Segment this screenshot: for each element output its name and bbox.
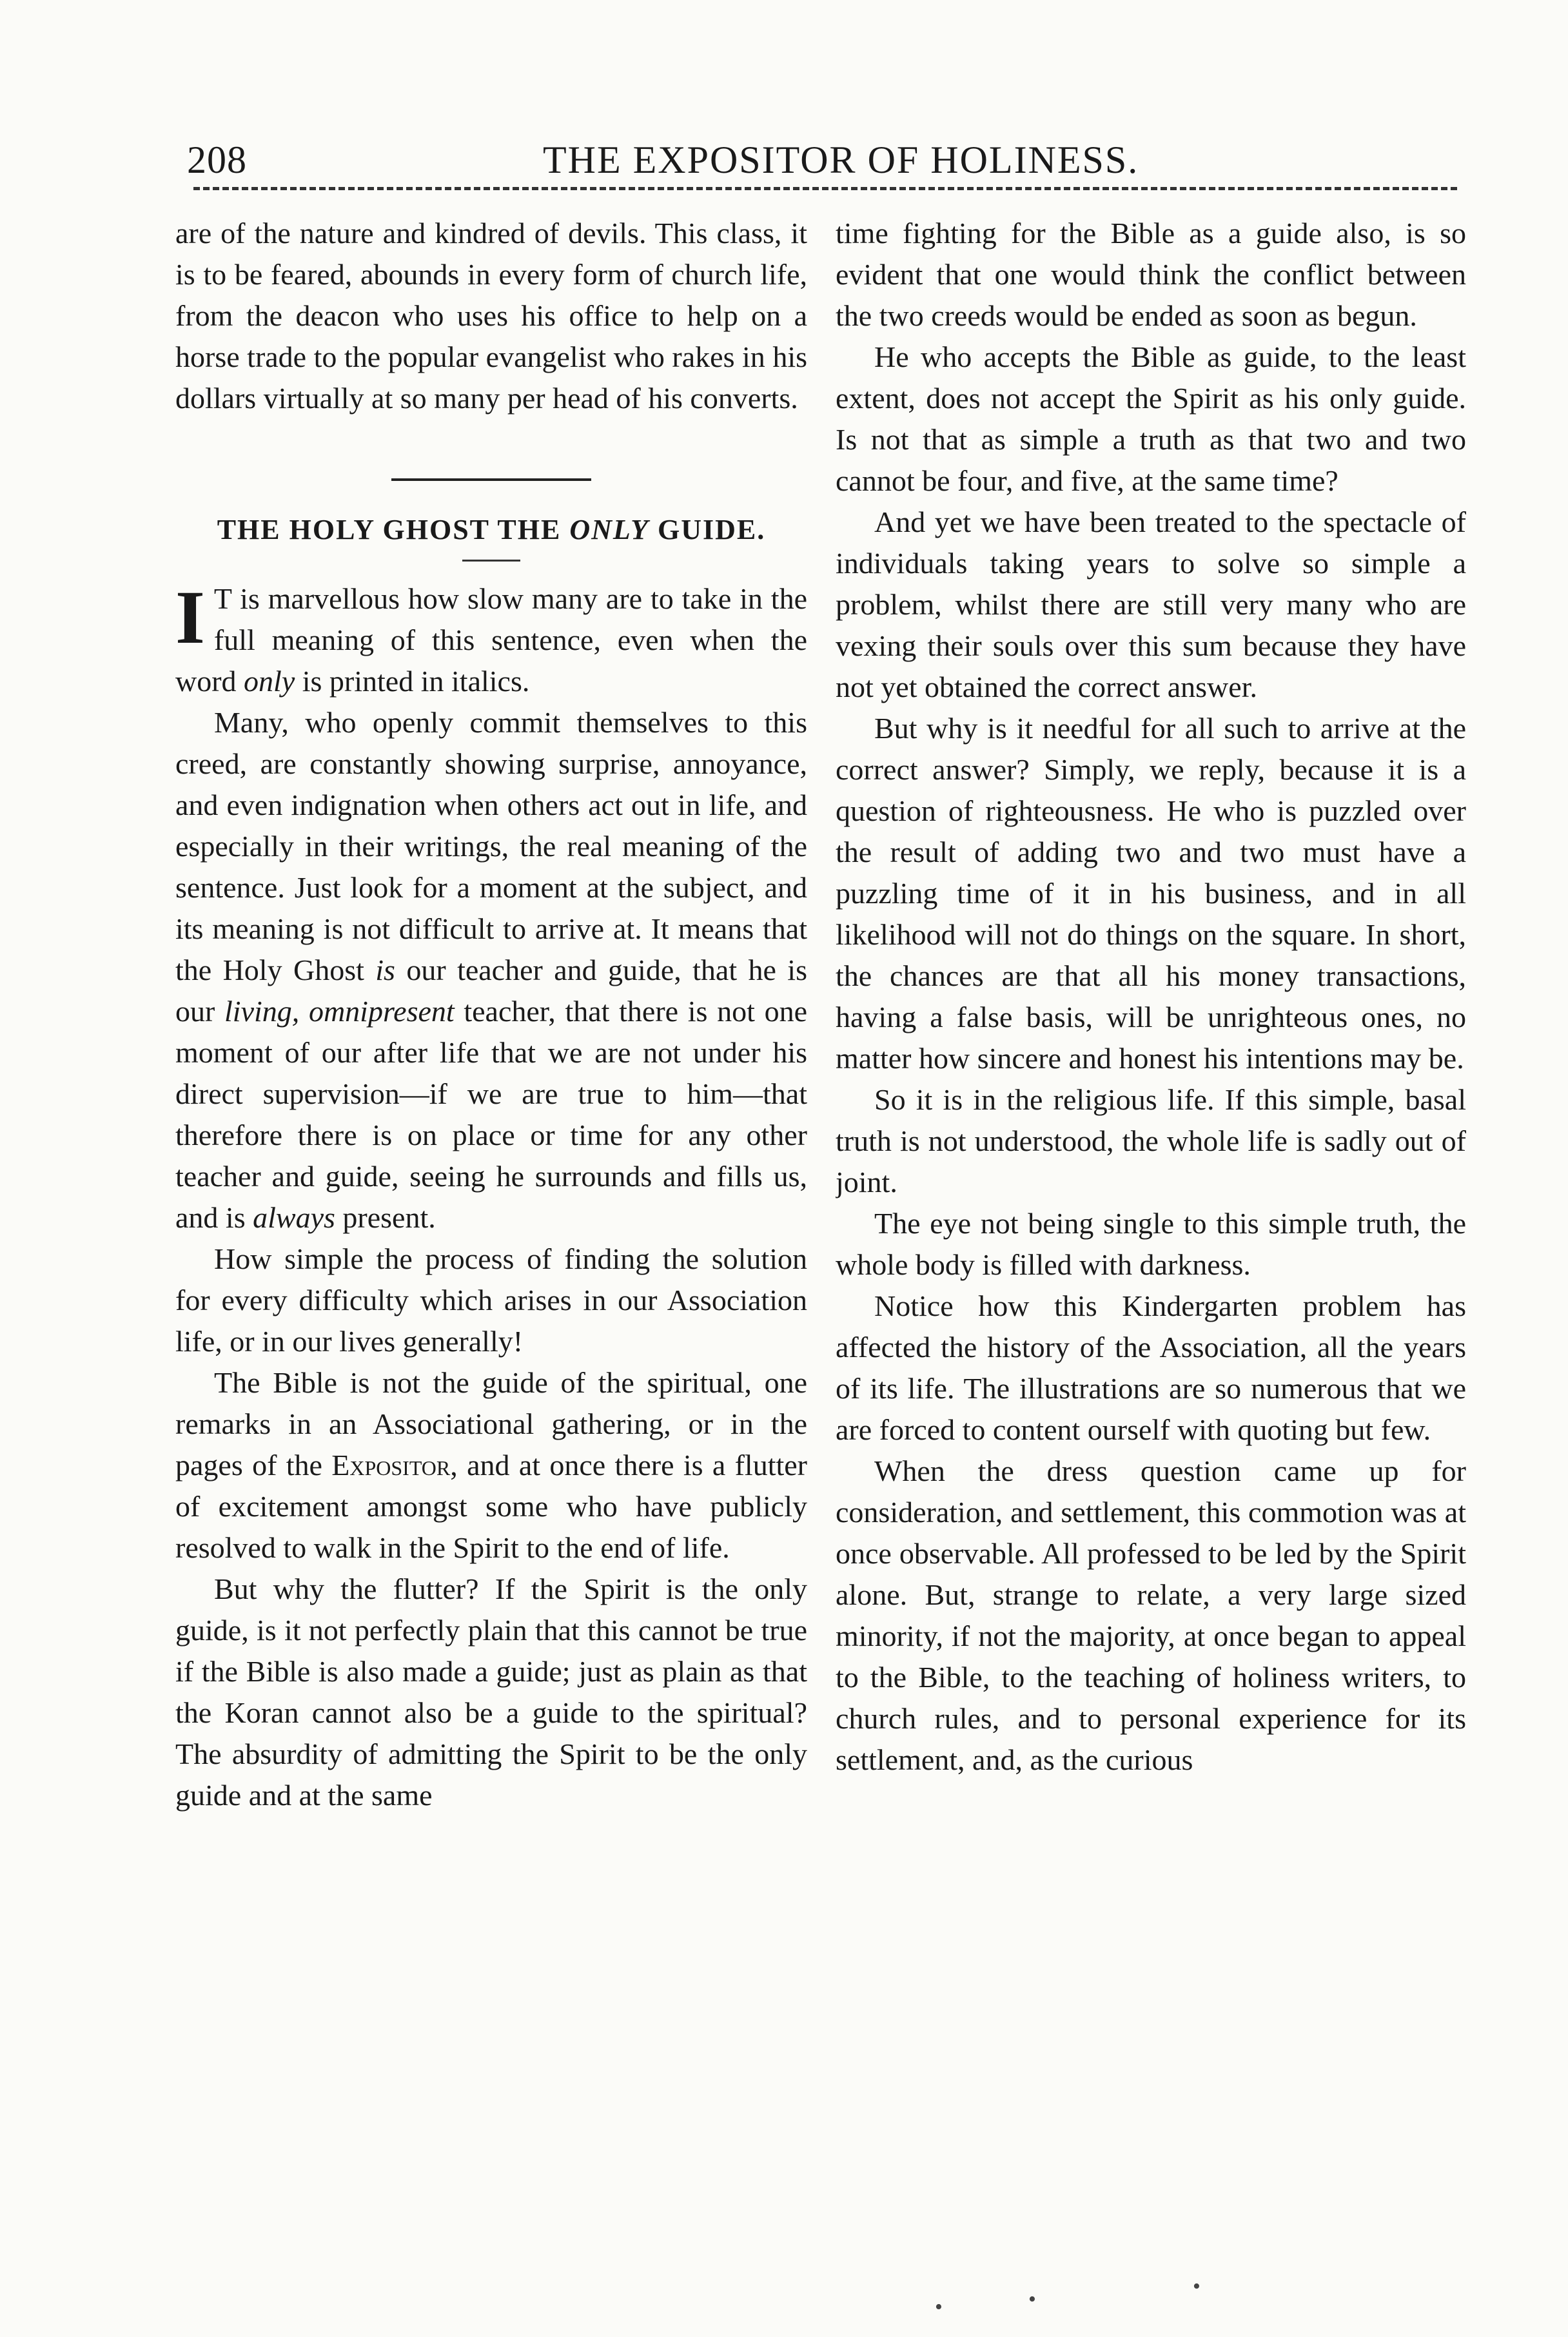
paragraph: And yet we have been treated to the spectacle of individuals taking years to solve so simple a problem, whilst there are still very many who are vexing their souls over this sum because they have not yet obtained the correct answer. bbox=[836, 505, 1466, 703]
right-column bbox=[836, 213, 1466, 2185]
paragraph: The Bible is not the guide of the spiritual, one remarks in an Associational gathering, or in the pages of the Expositor, and at once there is a flutter of excitement amongst some who have publicly resolved to walk in the Spirit to the end of life. bbox=[175, 1366, 807, 1564]
header-rule bbox=[193, 187, 1457, 190]
section-divider bbox=[391, 478, 591, 481]
paragraph: Many, who openly commit themselves to this creed, are constantly showing surprise, annoyance, and even indignation when others act out in life, and especially in their writings, the real meaning of the sentence. Just look for a moment at the subject, and its meaning is not difficult to arrive at. It means that the Holy Ghost is our teacher and guide, that he is our living, omnipresent teacher, that there is not one moment of our after life that we are not under his direct supervision—if we are true to him—that therefore there is on place or time for any other teacher and guide, seeing he surrounds and fills us, and is always present. bbox=[175, 706, 807, 1234]
print-speck: • bbox=[1193, 2274, 1200, 2298]
paragraph: But why the flutter? If the Spirit is the only guide, is it not perfectly plain that this cannot be true if the Bible is also made a guide; just as plain as that the Koran cannot also be a guide to the spiritual? The absurdity of admitting the Spirit to be the only guide and at the same bbox=[175, 1572, 807, 1812]
page-header bbox=[182, 134, 1464, 186]
paragraph: He who accepts the Bible as guide, to the least extent, does not accept the Spirit as his only guide. Is not that as simple a truth as that two and two cannot be four, and five, at the same time? bbox=[836, 340, 1466, 497]
paragraph: I T is marvellous how slow many are to take in the full meaning of this sentence, even when the word only is printed in italics. bbox=[175, 575, 807, 698]
page-number: 208 bbox=[187, 139, 247, 181]
print-speck: • bbox=[935, 2295, 943, 2319]
paragraph: The eye not being single to this simple truth, the whole body is filled with darkness. bbox=[836, 1207, 1466, 1281]
print-speck: • bbox=[1028, 2287, 1036, 2311]
paragraph: So it is in the religious life. If this simple, basal truth is not understood, the whole life is sadly out of joint. bbox=[836, 1083, 1466, 1198]
article-title: THE HOLY GHOST THE ONLY GUIDE. bbox=[217, 514, 766, 545]
paragraph: When the dress question came up for consideration, and settlement, this commotion was at once observable. All professed to be led by the Spirit alone. But, strange to relate, a very large sized minority, if not the majority, at once began to appeal to the Bible, to the teaching of holiness writers, to church rules, and to personal experience for its settlement, and, as the curious bbox=[836, 1454, 1466, 1776]
paragraph: But why is it needful for all such to arrive at the correct answer? Simply, we reply, because it is a question of righteousness. He who is puzzled over the result of adding two and two must have a puzzling time of it in his business, and in all likelihood will not do things on the square. In short, the chances are that all his money transactions, having a false basis, will be unrighteous ones, no matter how sincere and honest his intentions may be. bbox=[836, 712, 1466, 1075]
paragraph: How simple the process of finding the solution for every difficulty which arises in our Association life, or in our lives generally! bbox=[175, 1242, 807, 1358]
drop-cap: I bbox=[175, 575, 205, 660]
title-underline bbox=[462, 560, 520, 562]
paragraph: time fighting for the Bible as a guide also, is so evident that one would think the conflict between the two creeds would be ended as soon as begun. bbox=[836, 217, 1466, 332]
paragraph: are of the nature and kindred of devils. This class, it is to be feared, abounds in every form of church life, from the deacon who uses his office to help on a horse trade to the popular evangelist who rakes in his dollars virtually at so many per head of his converts. bbox=[175, 217, 807, 415]
running-title: THE EXPOSITOR OF HOLINESS. bbox=[543, 139, 1139, 181]
left-column bbox=[175, 213, 807, 2185]
paragraph: Notice how this Kindergarten problem has affected the history of the Association, all the years of its life. The illustrations are so numerous that we are forced to content ourself with quoting but few. bbox=[836, 1289, 1466, 1446]
